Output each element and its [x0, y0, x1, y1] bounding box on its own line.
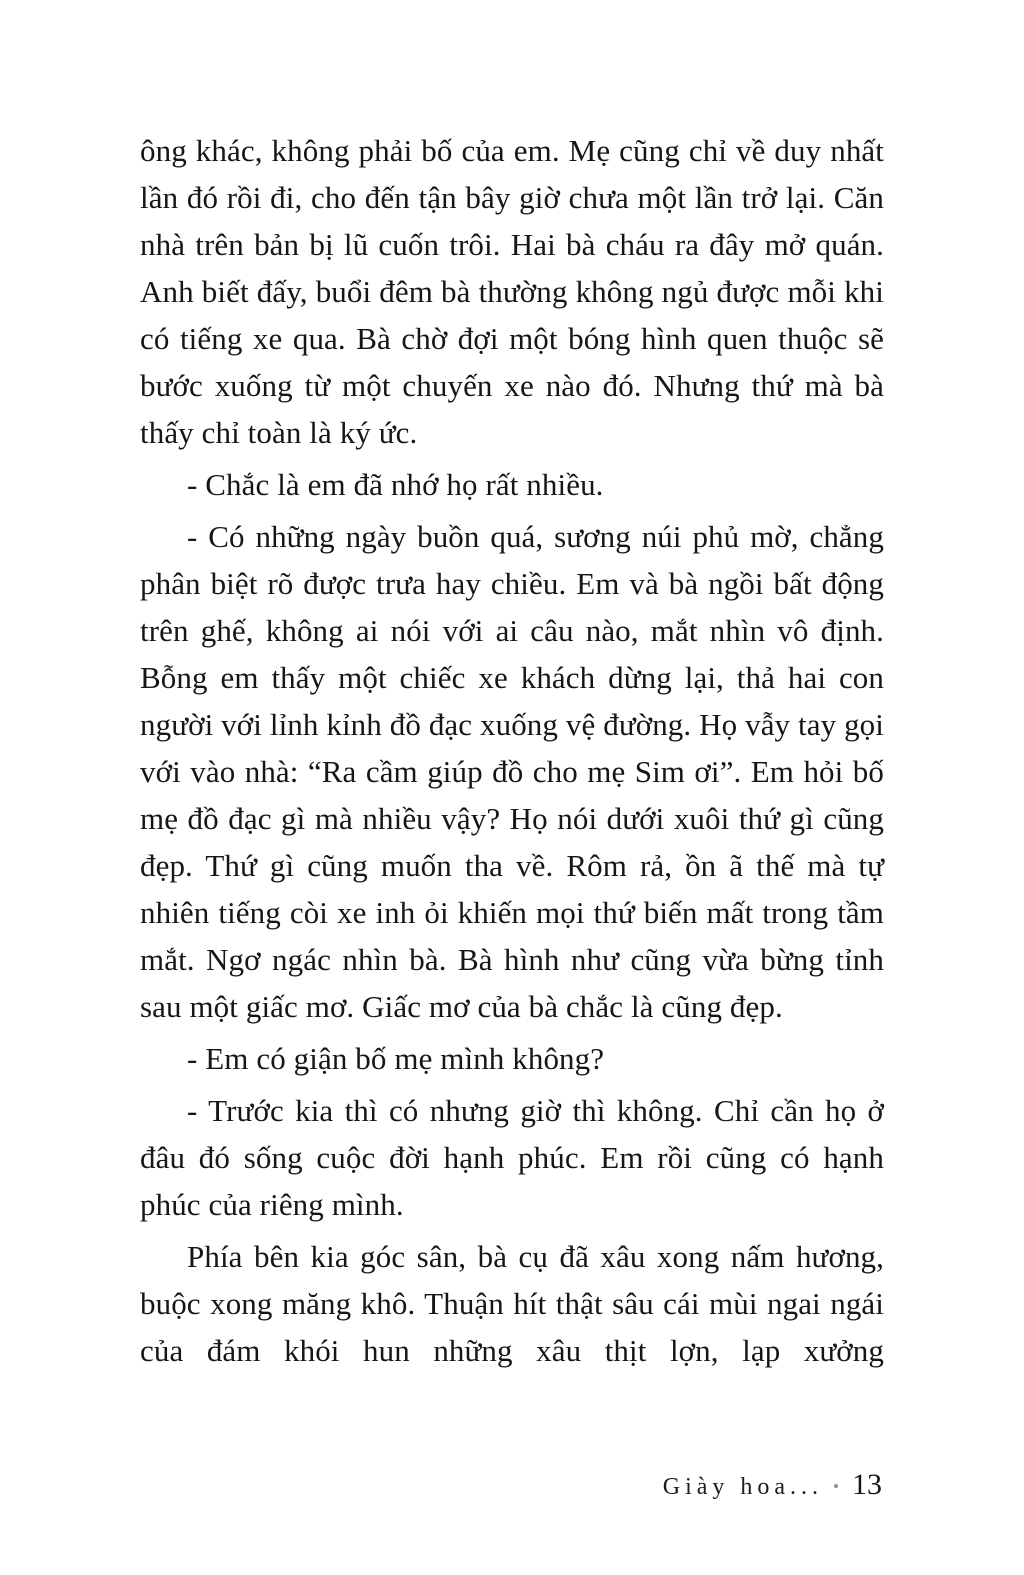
body-paragraph-last: Phía bên kia góc sân, bà cụ đã xâu xong nấm hương, buộc xong măng khô. Thuận hít thật sâu cái mùi ngai ngái của đám khói hun những xâu thịt lợn, lạp xưởng [140, 1239, 884, 1368]
page-number: 13 [852, 1468, 882, 1501]
dialogue-paragraph-2: - Có những ngày buồn quá, sương núi phủ mờ, chẳng phân biệt rõ được trưa hay chiều. Em và bà ngồi bất động trên ghế, không ai nói với ai câu nào, mắt nhìn vô định. Bỗng em thấy một chiếc xe khách dừng lại, thả hai con người với lỉnh kỉnh đồ đạc xuống vệ đường. Họ vẫy tay gọi với vào nhà: “Ra cầm giúp đồ cho mẹ Sim ơi”. Em hỏi bố mẹ đồ đạc gì mà nhiều vậy? Họ nói dưới xuôi thứ gì cũng đẹp. Thứ gì cũng muốn tha về. Rôm rả, ồn ã thế mà tự nhiên tiếng còi xe inh ỏi khiến mọi thứ biến mất trong tầm mắt. Ngơ ngác nhìn bà. Bà hình như cũng vừa bừng tỉnh sau một giấc mơ. Giấc mơ của bà chắc là cũng đẹp. [140, 519, 884, 1024]
bullet-separator-icon: • [833, 1477, 839, 1496]
running-title: Giày hoa... [662, 1474, 824, 1500]
dialogue-paragraph-1: - Chắc là em đã nhớ họ rất nhiều. [187, 467, 604, 502]
dialogue-paragraph-3: - Em có giận bố mẹ mình không? [187, 1041, 605, 1076]
page-footer [663, 1468, 882, 1502]
body-paragraph-continuation: ông khác, không phải bố của em. Mẹ cũng chỉ về duy nhất lần đó rồi đi, cho đến tận bây giờ chưa một lần trở lại. Căn nhà trên bản bị lũ cuốn trôi. Hai bà cháu ra đây mở quán. Anh biết đấy, buổi đêm bà thường không ngủ được mỗi khi có tiếng xe qua. Bà chờ đợi một bóng hình quen thuộc sẽ bước xuống từ một chuyến xe nào đó. Nhưng thứ mà bà thấy chỉ toàn là ký ức. [140, 133, 884, 450]
page-body-text [140, 127, 884, 1374]
dialogue-paragraph-4: - Trước kia thì có nhưng giờ thì không. Chỉ cần họ ở đâu đó sống cuộc đời hạnh phúc. Em rồi cũng có hạnh phúc của riêng mình. [140, 1093, 884, 1222]
